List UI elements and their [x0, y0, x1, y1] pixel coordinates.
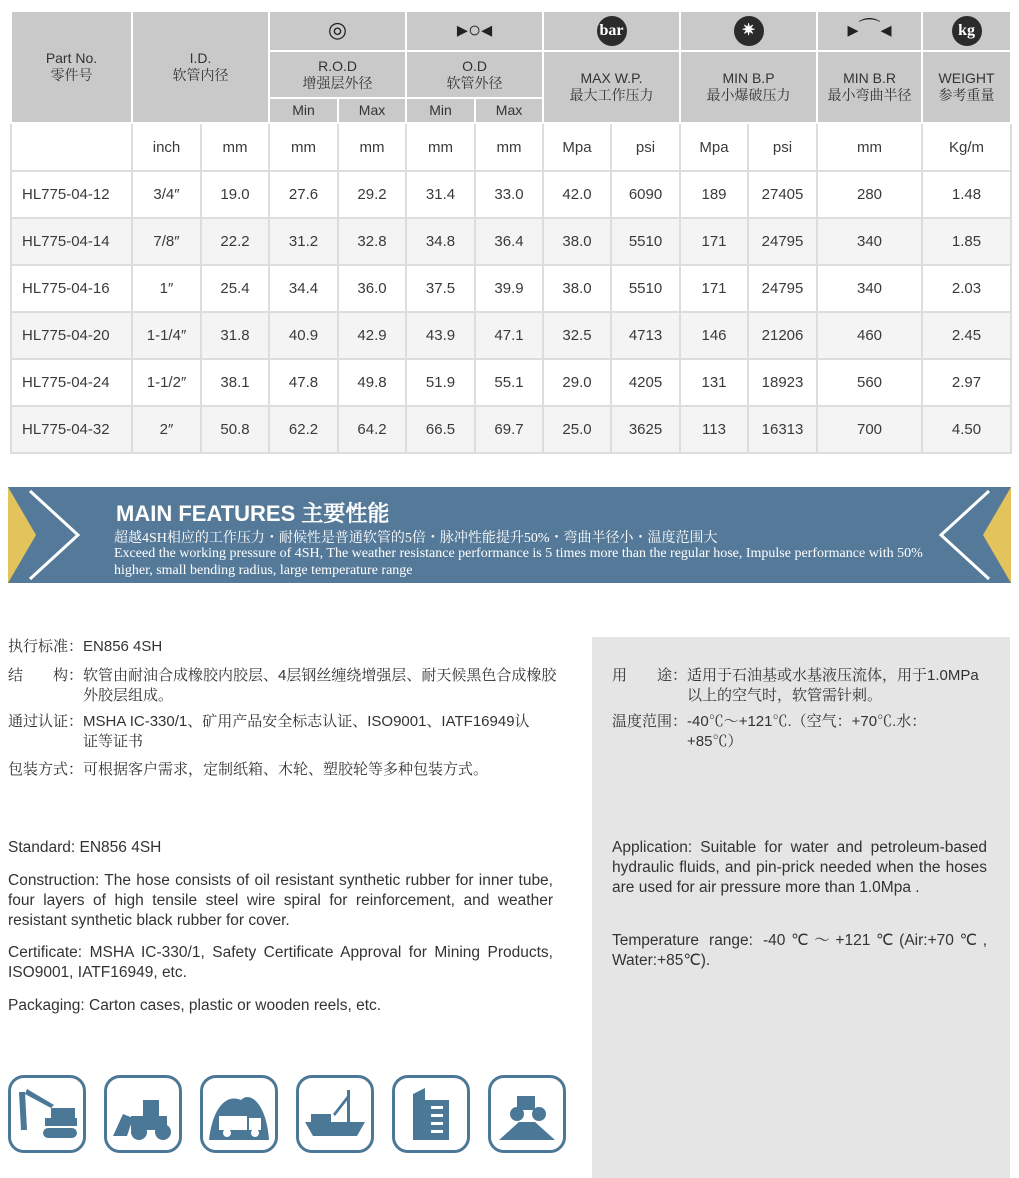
- table-cell: 47.8: [269, 359, 338, 406]
- header-part-no: Part No. 零件号: [11, 11, 132, 123]
- table-cell: psi: [748, 123, 817, 171]
- en-packaging: Packaging: Carton cases, plastic or wooden reels, etc.: [8, 997, 382, 1014]
- excavator-icon: [8, 1075, 86, 1153]
- table-cell: 34.4: [269, 265, 338, 312]
- table-cell: 51.9: [406, 359, 475, 406]
- table-cell: 340: [817, 218, 922, 265]
- bend-radius-icon: ▸⌒◂: [817, 11, 922, 51]
- banner-title: MAIN FEATURES 主要性能: [116, 501, 390, 526]
- table-cell: 55.1: [475, 359, 543, 406]
- table-cell: mm: [201, 123, 269, 171]
- table-cell: 21206: [748, 312, 817, 359]
- chevron-right-icon: [8, 487, 88, 583]
- table-cell: 43.9: [406, 312, 475, 359]
- wheel-loader-icon: [104, 1075, 182, 1153]
- table-cell: HL775-04-32: [11, 406, 132, 453]
- table-cell: 171: [680, 265, 748, 312]
- header-od: O.D 软管外径: [406, 51, 543, 98]
- header-max: Max: [475, 98, 543, 123]
- table-cell: 3625: [611, 406, 680, 453]
- table-cell: 18923: [748, 359, 817, 406]
- banner-cn-text: 超越4SH相应的工作压力・耐候性是普通软管的5倍・脉冲性能提升50%・弯曲半径小・温度范围大: [114, 531, 718, 546]
- table-cell: 700: [817, 406, 922, 453]
- table-cell: 4713: [611, 312, 680, 359]
- burst-icon: ✷: [680, 11, 817, 51]
- table-cell: 40.9: [269, 312, 338, 359]
- mining-truck-icon: [200, 1075, 278, 1153]
- table-row: [11, 406, 1011, 453]
- table-row: [11, 312, 1011, 359]
- cn-certificate: 通过认证： MSHA IC-330/1、矿用产品安全标志认证、ISO9001、IATF16949认证等证书: [8, 713, 530, 750]
- table-cell: HL775-04-12: [11, 171, 132, 218]
- cn-temperature: 温度范围： -40℃～+121℃.（空气：+70℃.水：+85℃）: [612, 713, 927, 750]
- table-cell: HL775-04-14: [11, 218, 132, 265]
- ship-icon: [296, 1075, 374, 1153]
- table-row: [11, 265, 1011, 312]
- table-cell: 146: [680, 312, 748, 359]
- table-cell: 38.1: [201, 359, 269, 406]
- table-cell: 4.50: [922, 406, 1011, 453]
- units-row: [11, 123, 1011, 171]
- table-cell: HL775-04-24: [11, 359, 132, 406]
- table-cell: 69.7: [475, 406, 543, 453]
- table-cell: mm: [338, 123, 406, 171]
- table-cell: 280: [817, 171, 922, 218]
- cn-packaging: 包装方式： 可根据客户需求，定制纸箱、木轮、塑胶轮等多种包装方式。: [8, 761, 489, 778]
- table-cell: Mpa: [680, 123, 748, 171]
- table-cell: 32.8: [338, 218, 406, 265]
- table-cell: mm: [269, 123, 338, 171]
- table-cell: mm: [475, 123, 543, 171]
- table-cell: 2.03: [922, 265, 1011, 312]
- header-weight: WEIGHT 参考重量: [922, 51, 1011, 123]
- table-cell: 42.0: [543, 171, 611, 218]
- table-cell: 38.0: [543, 265, 611, 312]
- table-cell: 39.9: [475, 265, 543, 312]
- table-cell: 31.4: [406, 171, 475, 218]
- header-min: Min: [269, 98, 338, 123]
- header-max: Max: [338, 98, 406, 123]
- application-icons: [8, 1075, 566, 1153]
- header-min: Min: [406, 98, 475, 123]
- od-icon: ▸○◂: [406, 11, 543, 51]
- table-cell: 1-1/2″: [132, 359, 201, 406]
- table-cell: 25.4: [201, 265, 269, 312]
- table-cell: inch: [132, 123, 201, 171]
- table-cell: 36.4: [475, 218, 543, 265]
- main-features-banner: [8, 487, 1011, 583]
- table-cell: 64.2: [338, 406, 406, 453]
- table-cell: 131: [680, 359, 748, 406]
- table-cell: 24795: [748, 218, 817, 265]
- table-cell: mm: [406, 123, 475, 171]
- table-cell: 560: [817, 359, 922, 406]
- en-application: Application: Suitable for water and petroleum-based hydraulic fluids, and pin-prick needed when the hoses are used for air pressure more than 1.0Mpa .: [612, 839, 987, 896]
- table-cell: 27405: [748, 171, 817, 218]
- table-cell: 22.2: [201, 218, 269, 265]
- table-cell: 36.0: [338, 265, 406, 312]
- table-row: [11, 359, 1011, 406]
- spec-table: [10, 10, 1012, 454]
- table-cell: 42.9: [338, 312, 406, 359]
- table-cell: 5510: [611, 265, 680, 312]
- table-cell: 460: [817, 312, 922, 359]
- rod-icon: ◎: [269, 11, 406, 51]
- cn-construction: 结 构： 软管由耐油合成橡胶内胶层、4层钢丝缠绕增强层、耐天候黑色合成橡胶外胶层组成。: [8, 667, 557, 704]
- en-standard: Standard: EN856 4SH: [8, 839, 162, 856]
- header-bp: MIN B.P 最小爆破压力: [680, 51, 817, 123]
- header-wp: MAX W.P. 最大工作压力: [543, 51, 680, 123]
- table-cell: 33.0: [475, 171, 543, 218]
- en-certificate: Certificate: MSHA IC-330/1, Safety Certificate Approval for Mining Products, ISO9001, IATF16949, etc.: [8, 944, 553, 981]
- table-cell: mm: [817, 123, 922, 171]
- table-cell: Kg/m: [922, 123, 1011, 171]
- table-cell: 2.45: [922, 312, 1011, 359]
- table-cell: 31.8: [201, 312, 269, 359]
- table-row: [11, 218, 1011, 265]
- table-cell: 2.97: [922, 359, 1011, 406]
- header-br: MIN B.R 最小弯曲半径: [817, 51, 922, 123]
- table-cell: 3/4″: [132, 171, 201, 218]
- table-row: [11, 171, 1011, 218]
- bar-icon: bar: [543, 11, 680, 51]
- table-cell: 171: [680, 218, 748, 265]
- en-construction: Construction: The hose consists of oil resistant synthetic rubber for inner tube, four layers of high tensile steel wire spiral for reinforcement, and weather resistant synthetic black rubber for cover.: [8, 872, 553, 929]
- table-cell: 5510: [611, 218, 680, 265]
- table-cell: [11, 123, 132, 171]
- table-cell: 66.5: [406, 406, 475, 453]
- cn-application: 用 途： 适用于石油基或水基液压流体，用于1.0MPa以上的空气时，软管需针刺。: [612, 667, 979, 704]
- header-rod: R.O.D 增强层外径: [269, 51, 406, 98]
- table-cell: 50.8: [201, 406, 269, 453]
- table-cell: psi: [611, 123, 680, 171]
- en-temperature: Temperature range: -40℃～+121℃(Air:+70℃, Water:+85℃).: [612, 932, 987, 969]
- banner-en-text: Exceed the working pressure of 4SH, The weather resistance performance is 5 times more than the regular hose, Impulse performance with 50% higher, small bending radius, large temperature range: [114, 546, 923, 578]
- table-cell: 47.1: [475, 312, 543, 359]
- table-cell: 29.0: [543, 359, 611, 406]
- table-cell: 27.6: [269, 171, 338, 218]
- table-cell: 189: [680, 171, 748, 218]
- table-cell: Mpa: [543, 123, 611, 171]
- table-cell: 340: [817, 265, 922, 312]
- table-cell: 29.2: [338, 171, 406, 218]
- table-cell: 24795: [748, 265, 817, 312]
- table-cell: 2″: [132, 406, 201, 453]
- table-cell: 34.8: [406, 218, 475, 265]
- table-cell: 19.0: [201, 171, 269, 218]
- header-id: I.D. 软管内径: [132, 11, 269, 123]
- table-cell: 7/8″: [132, 218, 201, 265]
- table-cell: HL775-04-16: [11, 265, 132, 312]
- table-cell: 62.2: [269, 406, 338, 453]
- table-cell: 38.0: [543, 218, 611, 265]
- building-icon: [392, 1075, 470, 1153]
- kg-icon: kg: [922, 11, 1011, 51]
- table-cell: 49.8: [338, 359, 406, 406]
- tractor-icon: [488, 1075, 566, 1153]
- table-cell: 1-1/4″: [132, 312, 201, 359]
- table-cell: 6090: [611, 171, 680, 218]
- table-cell: 31.2: [269, 218, 338, 265]
- table-cell: 4205: [611, 359, 680, 406]
- table-cell: 37.5: [406, 265, 475, 312]
- cn-standard: 执行标准： EN856 4SH: [8, 638, 163, 655]
- table-cell: 25.0: [543, 406, 611, 453]
- table-cell: 16313: [748, 406, 817, 453]
- table-cell: 1.48: [922, 171, 1011, 218]
- table-cell: 113: [680, 406, 748, 453]
- table-cell: 1″: [132, 265, 201, 312]
- table-cell: HL775-04-20: [11, 312, 132, 359]
- table-cell: 1.85: [922, 218, 1011, 265]
- table-cell: 32.5: [543, 312, 611, 359]
